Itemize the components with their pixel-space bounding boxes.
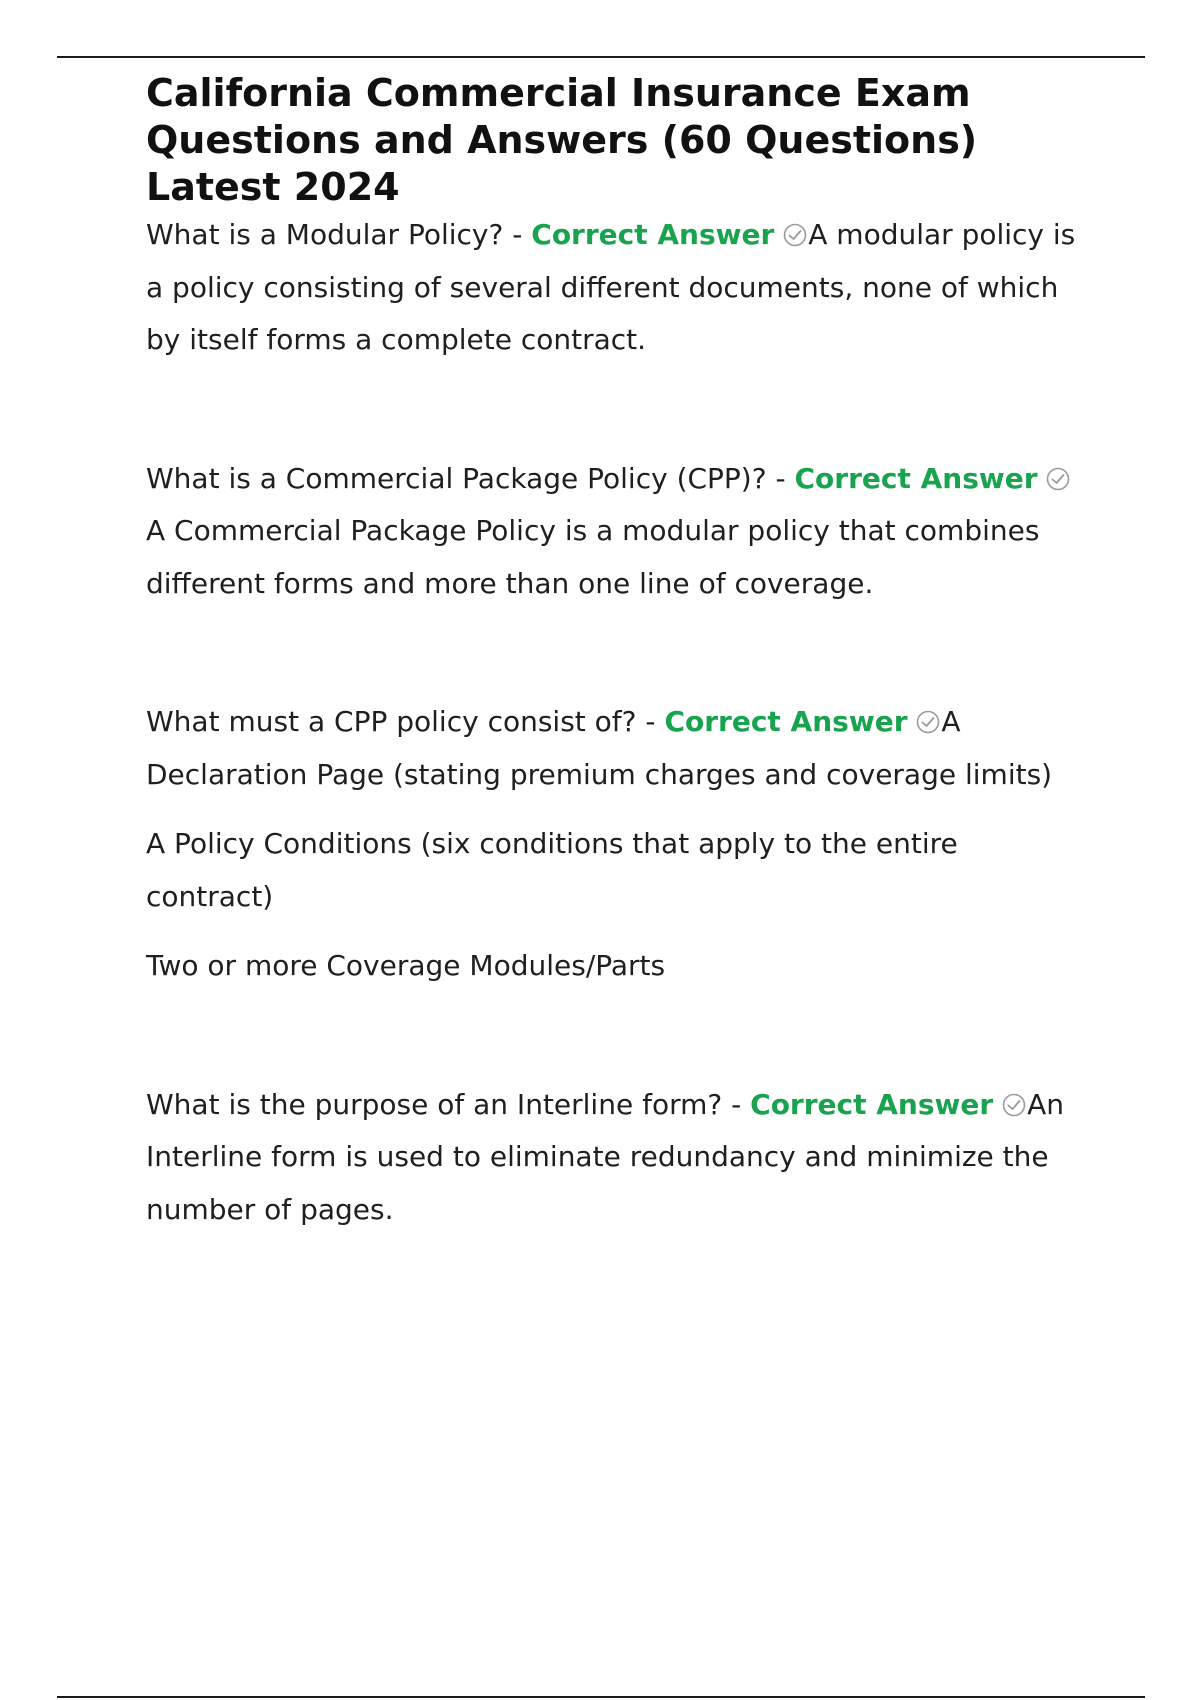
check-circle-icon xyxy=(1002,1093,1026,1117)
correct-answer-label: Correct Answer xyxy=(531,218,775,251)
separator: - xyxy=(503,218,532,251)
check-circle-icon xyxy=(1046,467,1070,491)
qa-text xyxy=(146,453,1086,611)
separator: - xyxy=(766,461,795,495)
answer-text: A Commercial Package Policy is a modular policy that combines different forms and more than one line of coverage. xyxy=(146,514,1040,600)
qa-text xyxy=(146,1079,1086,1237)
correct-answer-label: Correct Answer xyxy=(794,461,1038,495)
correct-answer-label: Correct Answer xyxy=(664,705,908,738)
question-text: What is the purpose of an Interline form? xyxy=(146,1087,723,1121)
top-rule xyxy=(57,56,1145,58)
answer-text: A Declaration Page (stating premium charges and coverage limits) xyxy=(146,705,1053,791)
document-body xyxy=(146,70,1086,1236)
bottom-rule xyxy=(57,1696,1145,1698)
check-circle-icon xyxy=(783,223,807,247)
check-circle-icon xyxy=(916,710,940,734)
qa-item xyxy=(146,696,1086,993)
answer-paragraph: Two or more Coverage Modules/Parts xyxy=(146,949,666,982)
qa-text xyxy=(146,209,1086,367)
correct-answer-label: Correct Answer xyxy=(750,1087,994,1121)
answer-paragraph: A Policy Conditions (six conditions that apply to the entire contract) xyxy=(146,827,958,913)
document-title: California Commercial Insurance Exam Questions and Answers (60 Questions) Latest 2024 xyxy=(146,71,978,209)
separator: - xyxy=(722,1087,751,1121)
qa-item xyxy=(146,1079,1086,1237)
question-text: What is a Commercial Package Policy (CPP)? xyxy=(146,461,767,495)
qa-item xyxy=(146,453,1086,611)
question-text: What must a CPP policy consist of? xyxy=(146,705,637,738)
question-text: What is a Modular Policy? xyxy=(146,218,504,251)
qa-text xyxy=(146,696,1086,801)
separator: - xyxy=(636,705,665,738)
answer-text: A modular policy is a policy consisting of several different documents, none of which by itself forms a complete contract. xyxy=(146,218,1076,356)
answer-text: An Interline form is used to eliminate redundancy and minimize the number of pages. xyxy=(146,1087,1065,1226)
qa-item xyxy=(146,209,1086,367)
